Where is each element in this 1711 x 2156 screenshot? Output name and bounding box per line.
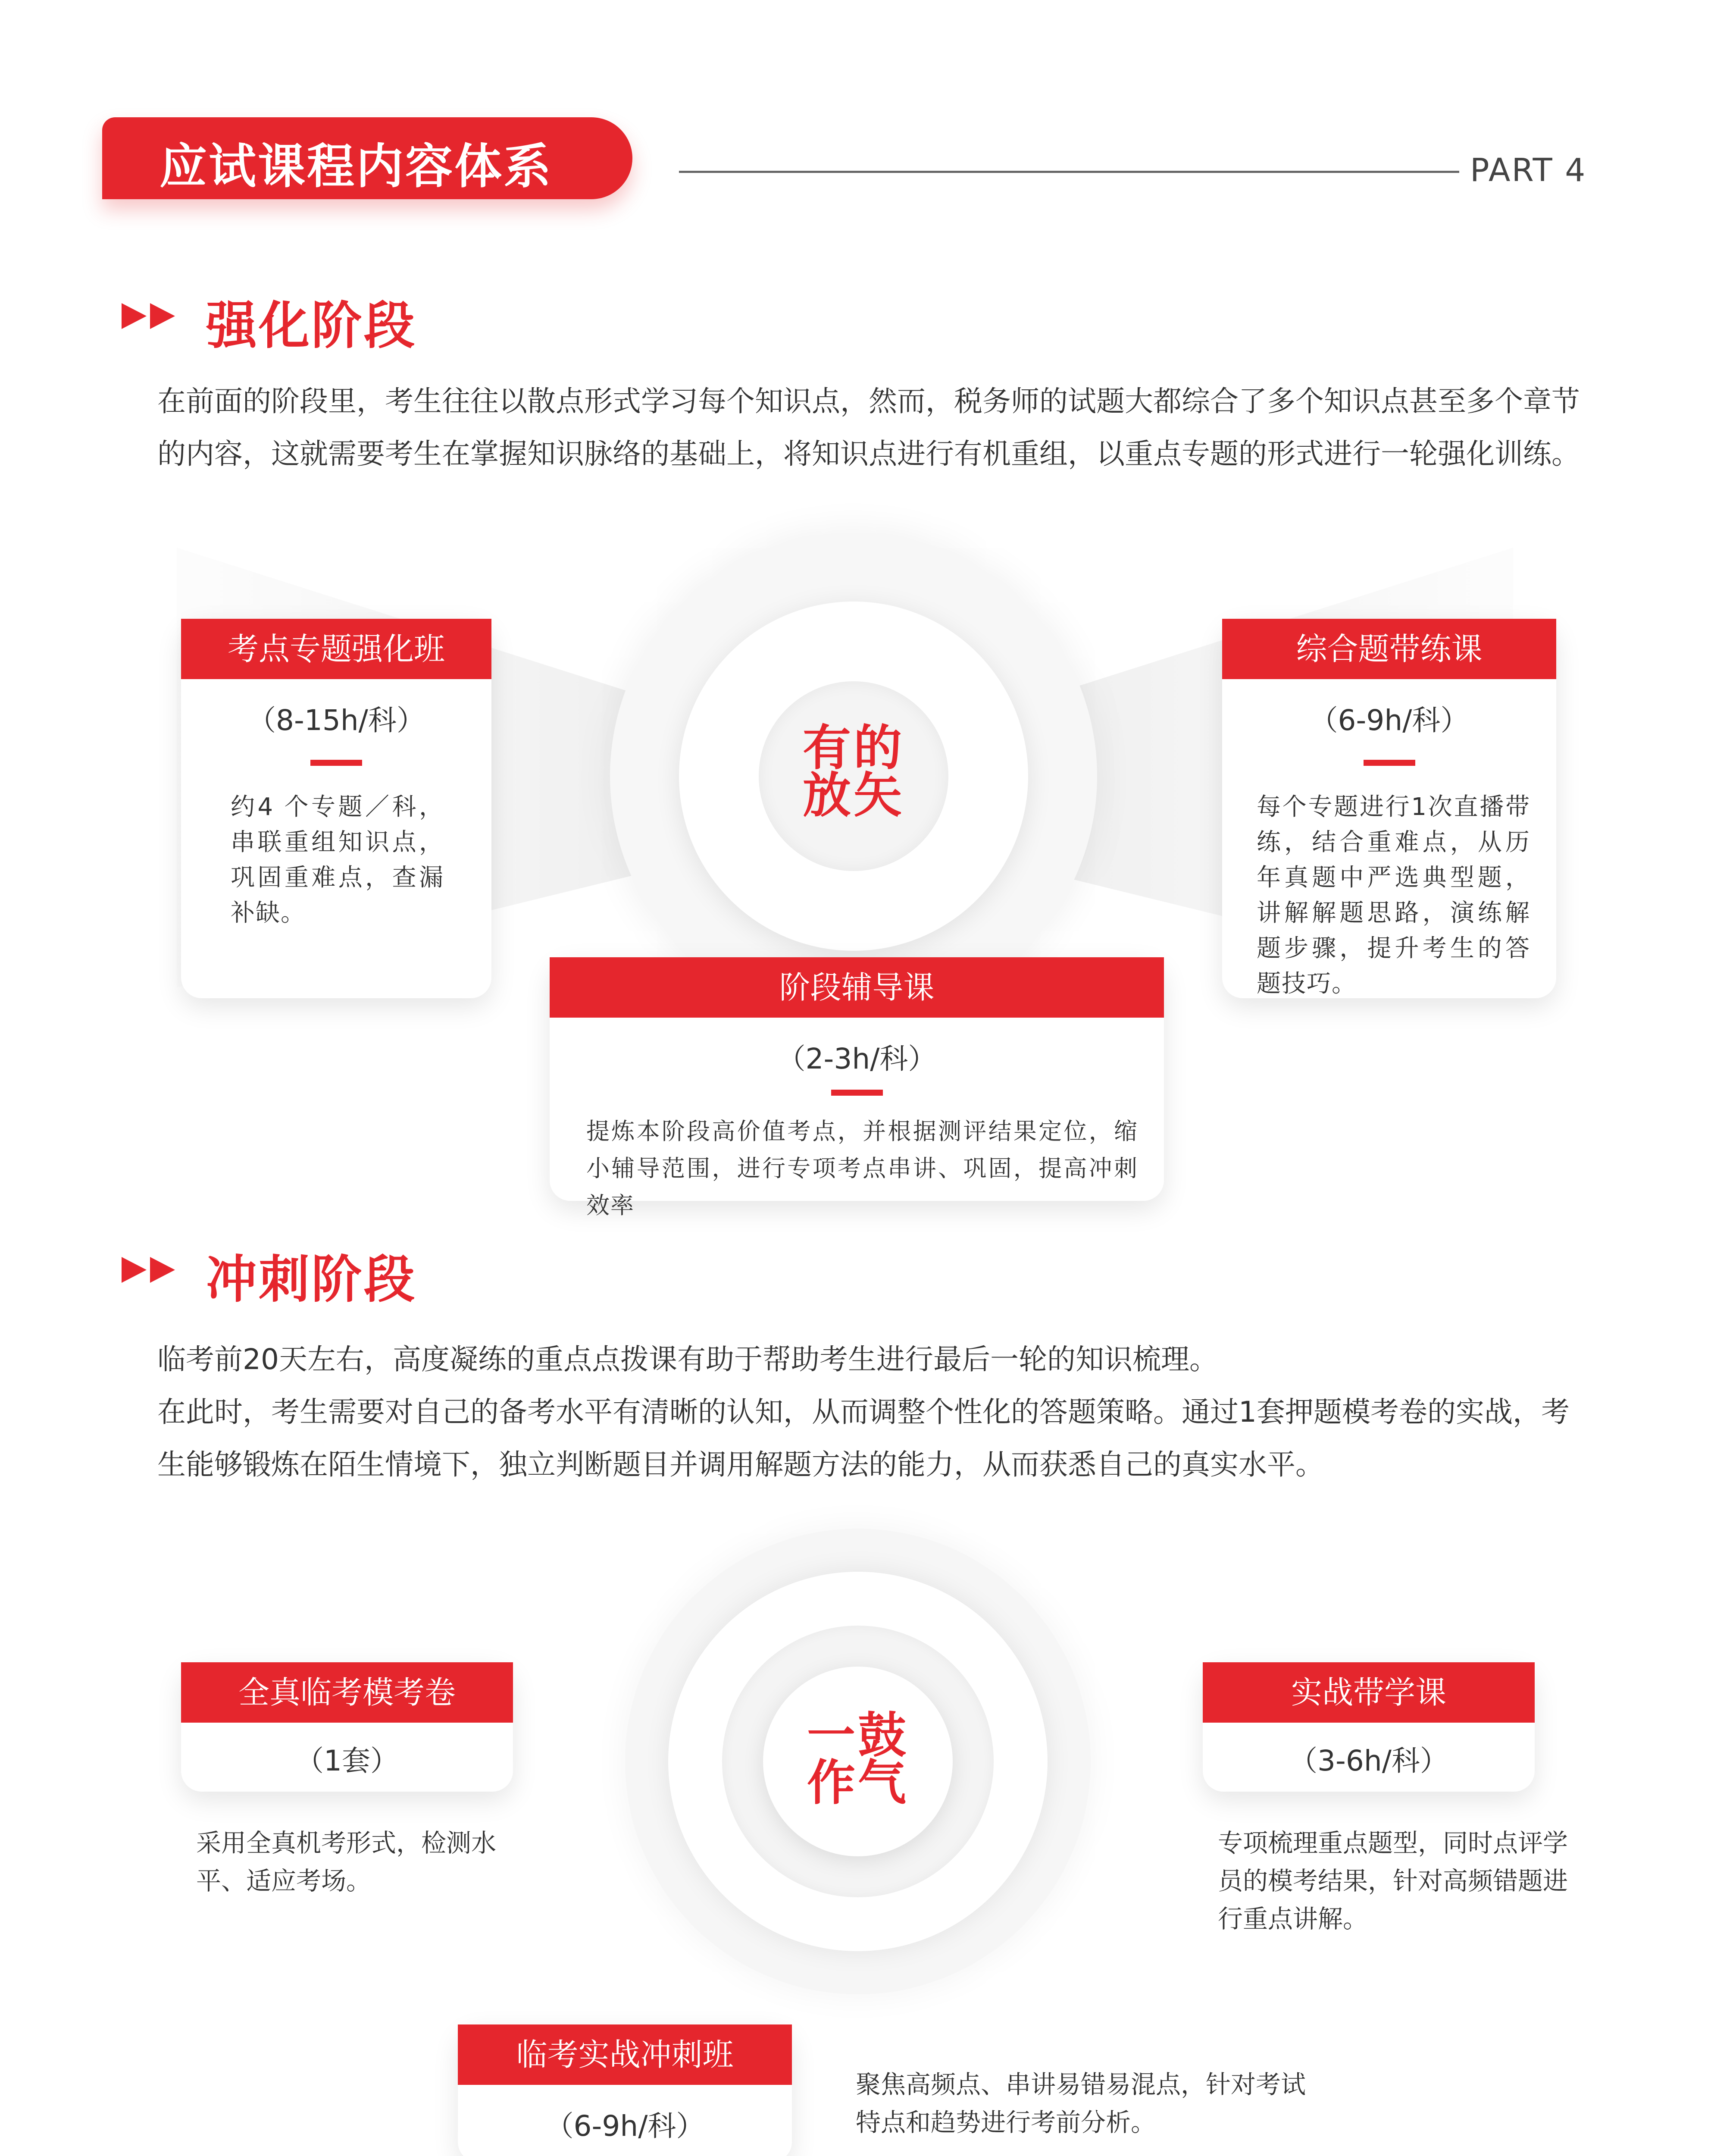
course-card-stage-tutoring[interactable] <box>550 957 1164 1219</box>
card-hours: （2-3h/科） <box>777 1042 937 1075</box>
center-line-1: 有的 <box>803 720 904 776</box>
double-arrow-icon <box>122 301 182 331</box>
double-arrow-icon <box>122 1255 182 1285</box>
stage2-intro-line1: 临考前20天左右，高度凝练的重点点拨课有助于帮助考生进行最后一轮的知识梳理。 <box>157 1343 1218 1376</box>
card-title: 阶段辅导课 <box>550 957 1164 1018</box>
stage2-center-label <box>763 1708 953 1811</box>
course-card-final-sprint[interactable] <box>458 2024 792 2156</box>
card-hours: （1套） <box>295 1744 399 1777</box>
page-title: 应试课程内容体系 <box>160 139 553 194</box>
card-description: 约4 个专题／科，串联重组知识点，巩固重难点，查漏补缺。 <box>231 793 444 927</box>
card-hours: （8-15h/科） <box>247 704 425 737</box>
course-card-comprehensive-practice[interactable] <box>1222 619 1556 998</box>
card-title: 综合题带练课 <box>1222 619 1556 679</box>
practical-study-description: 专项梳理重点题型，同时点评学员的模考结果，针对高频错题进行重点讲解。 <box>1218 1828 1568 1934</box>
card-hours: （6-9h/科） <box>1309 704 1469 737</box>
course-card-mock-exam[interactable] <box>181 1662 513 1792</box>
card-title: 实战带学课 <box>1203 1662 1535 1723</box>
final-sprint-description: 聚焦高频点、串讲易错易混点，针对考试特点和趋势进行考前分析。 <box>856 2070 1306 2137</box>
course-card-topic-intensive[interactable] <box>181 619 491 998</box>
card-hours: （3-6h/科） <box>1289 1744 1448 1777</box>
card-title: 考点专题强化班 <box>181 619 491 679</box>
card-title: 临考实战冲刺班 <box>458 2024 792 2085</box>
card-title: 全真临考模考卷 <box>181 1662 513 1723</box>
card-accent-bar <box>1364 760 1415 766</box>
header-divider <box>679 171 1459 173</box>
card-accent-bar <box>310 760 362 766</box>
mock-exam-description: 采用全真机考形式，检测水平、适应考场。 <box>196 1828 497 1896</box>
center-line-2: 作气 <box>807 1755 909 1811</box>
stage1-title: 强化阶段 <box>206 296 417 355</box>
part-label: PART 4 <box>1470 152 1587 189</box>
stage2-intro-line2: 在此时，考生需要对自己的备考水平有清晰的认知，从而调整个性化的答题策略。通过1套押题模考卷的实战，考生能够锻炼在陌生情境下，独立判断题目并调用解题方法的能力，从而获悉自己的真实水平。 <box>157 1395 1570 1481</box>
card-accent-bar <box>831 1090 883 1096</box>
course-card-practical-study[interactable] <box>1203 1662 1535 1792</box>
card-description: 提炼本阶段高价值考点，并根据测评结果定位，缩小辅导范围，进行专项考点串讲、巩固，提高冲刺效率 <box>586 1118 1138 1219</box>
stage2-title: 冲刺阶段 <box>206 1250 417 1309</box>
center-line-1: 一鼓 <box>807 1708 909 1764</box>
stage1-center-label <box>759 720 948 824</box>
stage1-intro: 在前面的阶段里，考生往往以散点形式学习每个知识点，然而，税务师的试题大都综合了多个知识点甚至多个章节的内容，这就需要考生在掌握知识脉络的基础上，将知识点进行有机重组，以重点专题的形式进行一轮强化训练。 <box>157 385 1580 470</box>
card-description: 每个专题进行1次直播带练，结合重难点，从历年真题中严选典型题，讲解解题思路，演练解题步骤，提升考生的答题技巧。 <box>1257 793 1530 998</box>
card-hours: （6-9h/科） <box>545 2109 705 2143</box>
center-line-2: 放矢 <box>803 768 904 824</box>
